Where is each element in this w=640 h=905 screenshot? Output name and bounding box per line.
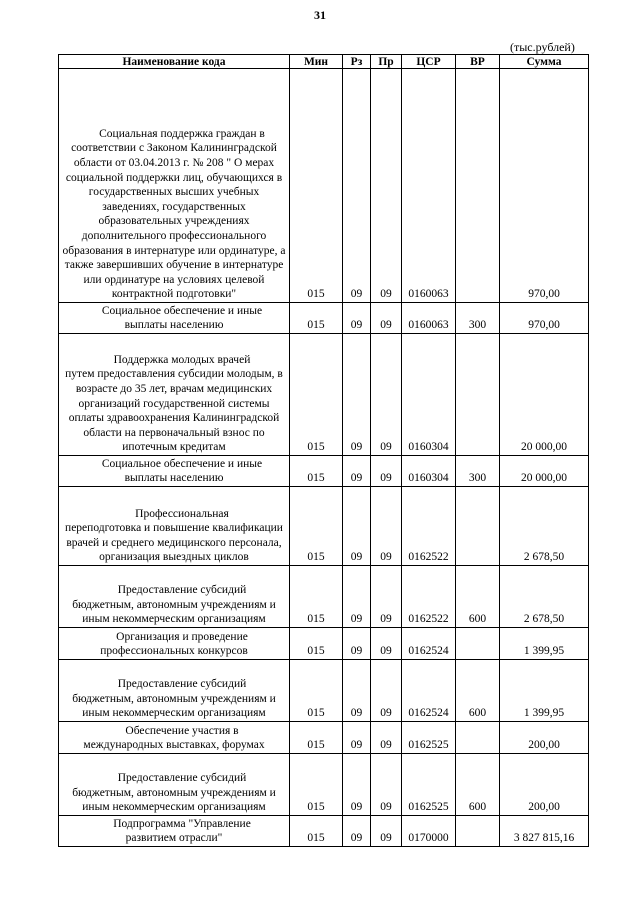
row-min: 015 bbox=[290, 566, 343, 628]
header-rz: Рз bbox=[343, 55, 371, 69]
row-pr: 09 bbox=[371, 456, 402, 487]
row-csr: 0162522 bbox=[402, 566, 456, 628]
row-name-first-line: Социальное обеспечение и иные bbox=[101, 457, 263, 470]
row-pr: 09 bbox=[371, 660, 402, 722]
row-csr: 0160063 bbox=[402, 69, 456, 303]
row-csr: 0162525 bbox=[402, 722, 456, 754]
table-row bbox=[59, 69, 589, 303]
table-row bbox=[59, 456, 589, 487]
row-name-first-line: Предоставление субсидий bbox=[117, 584, 247, 597]
row-csr: 0162524 bbox=[402, 628, 456, 660]
row-vr: 300 bbox=[456, 456, 500, 487]
row-name-rest: бюджетным, автономным учреждениям и иным некоммерческим организациям bbox=[72, 786, 276, 814]
row-sum: 1 399,95 bbox=[500, 660, 589, 722]
row-name-first-line: Обеспечение участия в bbox=[125, 724, 239, 737]
row-sum: 970,00 bbox=[500, 69, 589, 303]
row-min: 015 bbox=[290, 628, 343, 660]
row-pr: 09 bbox=[371, 566, 402, 628]
page-number: 31 bbox=[314, 8, 326, 22]
row-csr: 0160304 bbox=[402, 456, 456, 487]
row-min: 015 bbox=[290, 487, 343, 566]
row-rz: 09 bbox=[343, 69, 371, 303]
table-row bbox=[59, 303, 589, 334]
row-pr: 09 bbox=[371, 754, 402, 816]
row-min: 015 bbox=[290, 816, 343, 847]
table-row bbox=[59, 660, 589, 722]
table-row bbox=[59, 566, 589, 628]
row-sum: 20 000,00 bbox=[500, 456, 589, 487]
row-rz: 09 bbox=[343, 628, 371, 660]
row-vr: 600 bbox=[456, 754, 500, 816]
row-vr bbox=[456, 487, 500, 566]
row-name bbox=[59, 754, 290, 816]
row-name bbox=[59, 628, 290, 660]
row-name-rest: выплаты населению bbox=[124, 472, 224, 485]
header-csr: ЦСР bbox=[402, 55, 456, 69]
row-name-rest: переподготовка и повышение квалификации врачей и среднего медицинского персонала, организация выездных циклов bbox=[65, 522, 283, 564]
row-name-rest: путем предоставления субсидии молодым, в возрасте до 35 лет, врачам медицинских организаций государственной системы оплаты здравоохранения Калининградской области на первоначальный взнос по ипотечным кредитам bbox=[65, 368, 283, 454]
table-row bbox=[59, 487, 589, 566]
row-name-rest: развитием отрасли" bbox=[125, 832, 223, 845]
row-csr: 0160063 bbox=[402, 303, 456, 334]
row-name-first-line: Поддержка молодых врачей bbox=[113, 353, 251, 366]
row-vr: 300 bbox=[456, 303, 500, 334]
budget-table bbox=[58, 54, 589, 847]
row-name-rest: бюджетным, автономным учреждениям и иным некоммерческим организациям bbox=[72, 692, 276, 720]
row-csr: 0160304 bbox=[402, 334, 456, 456]
row-pr: 09 bbox=[371, 334, 402, 456]
row-min: 015 bbox=[290, 722, 343, 754]
row-sum: 200,00 bbox=[500, 722, 589, 754]
row-pr: 09 bbox=[371, 69, 402, 303]
row-name-first-line: Профессиональная bbox=[135, 507, 229, 520]
row-name-first-line: Социальная поддержка граждан в bbox=[99, 127, 265, 140]
row-min: 015 bbox=[290, 303, 343, 334]
row-vr bbox=[456, 334, 500, 456]
row-name bbox=[59, 456, 290, 487]
row-sum: 970,00 bbox=[500, 303, 589, 334]
header-vr: ВР bbox=[456, 55, 500, 69]
row-rz: 09 bbox=[343, 487, 371, 566]
row-name-rest: бюджетным, автономным учреждениям и иным некоммерческим организациям bbox=[72, 598, 276, 626]
row-name-rest: выплаты населению bbox=[124, 319, 224, 332]
row-min: 015 bbox=[290, 660, 343, 722]
table-header-row bbox=[59, 55, 589, 69]
header-name: Наименование кода bbox=[59, 55, 290, 69]
row-csr: 0162525 bbox=[402, 754, 456, 816]
row-vr bbox=[456, 69, 500, 303]
row-rz: 09 bbox=[343, 303, 371, 334]
header-sum: Сумма bbox=[500, 55, 589, 69]
row-name-first-line: Предоставление субсидий bbox=[117, 678, 247, 691]
row-name bbox=[59, 334, 290, 456]
table-row bbox=[59, 722, 589, 754]
row-name-rest: соответствии с Законом Калининградской области от 03.04.2013 г. № 208 " О мерах социальной поддержки лиц, обучающихся в государственных высших учебных заведениях, государственных образовательных учреждениях дополнительного профессионального образования в интернатуре или ординатуре, а также завершивших обучение в интернатуре или ординатуре на условиях целевой контрактной подготовки" bbox=[62, 142, 286, 301]
row-name bbox=[59, 722, 290, 754]
row-vr bbox=[456, 816, 500, 847]
row-vr: 600 bbox=[456, 566, 500, 628]
row-csr: 0162524 bbox=[402, 660, 456, 722]
row-pr: 09 bbox=[371, 722, 402, 754]
row-sum: 1 399,95 bbox=[500, 628, 589, 660]
row-sum: 20 000,00 bbox=[500, 334, 589, 456]
row-name-rest: международных выставках, форумах bbox=[83, 739, 265, 752]
units-label: (тыс.рублей) bbox=[510, 40, 575, 54]
row-sum: 2 678,50 bbox=[500, 487, 589, 566]
row-name bbox=[59, 816, 290, 847]
table-row bbox=[59, 334, 589, 456]
row-name-first-line: Предоставление субсидий bbox=[117, 772, 247, 785]
header-pr: Пр bbox=[371, 55, 402, 69]
row-min: 015 bbox=[290, 754, 343, 816]
row-name-rest: профессиональных конкурсов bbox=[100, 645, 248, 658]
table-row bbox=[59, 816, 589, 847]
row-pr: 09 bbox=[371, 816, 402, 847]
row-sum: 2 678,50 bbox=[500, 566, 589, 628]
row-name bbox=[59, 566, 290, 628]
row-rz: 09 bbox=[343, 816, 371, 847]
row-csr: 0170000 bbox=[402, 816, 456, 847]
row-name bbox=[59, 660, 290, 722]
row-pr: 09 bbox=[371, 303, 402, 334]
row-name bbox=[59, 69, 290, 303]
row-min: 015 bbox=[290, 334, 343, 456]
row-vr bbox=[456, 722, 500, 754]
row-csr: 0162522 bbox=[402, 487, 456, 566]
row-rz: 09 bbox=[343, 456, 371, 487]
row-name-first-line: Подпрограмма "Управление bbox=[113, 817, 251, 830]
header-min: Мин bbox=[290, 55, 343, 69]
table-row bbox=[59, 628, 589, 660]
row-rz: 09 bbox=[343, 566, 371, 628]
row-name bbox=[59, 303, 290, 334]
row-vr bbox=[456, 628, 500, 660]
row-name-first-line: Социальное обеспечение и иные bbox=[101, 304, 263, 317]
row-sum: 200,00 bbox=[500, 754, 589, 816]
row-pr: 09 bbox=[371, 487, 402, 566]
row-name bbox=[59, 487, 290, 566]
row-rz: 09 bbox=[343, 660, 371, 722]
row-min: 015 bbox=[290, 69, 343, 303]
row-rz: 09 bbox=[343, 754, 371, 816]
row-rz: 09 bbox=[343, 722, 371, 754]
row-sum: 3 827 815,16 bbox=[500, 816, 589, 847]
table-row bbox=[59, 754, 589, 816]
row-rz: 09 bbox=[343, 334, 371, 456]
row-vr: 600 bbox=[456, 660, 500, 722]
row-name-first-line: Организация и проведение bbox=[116, 630, 248, 643]
row-pr: 09 bbox=[371, 628, 402, 660]
row-min: 015 bbox=[290, 456, 343, 487]
